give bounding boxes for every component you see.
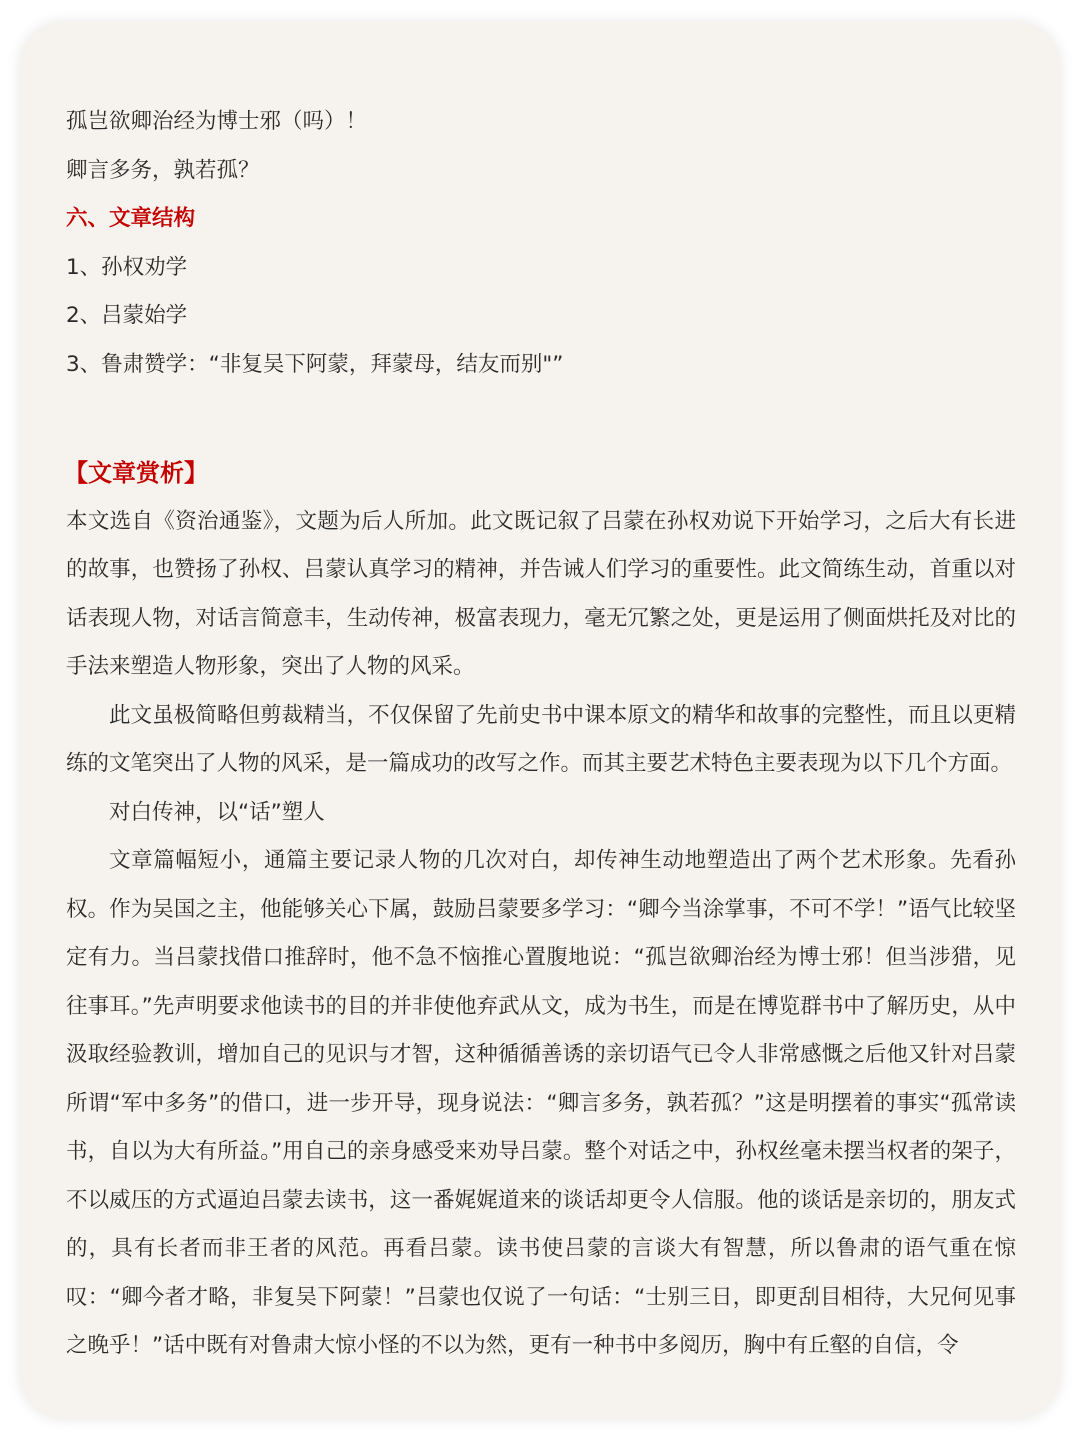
structure-heading: 六、文章结构 xyxy=(66,206,196,231)
structure-item: 3、鲁肃赞学：“非复吴下阿蒙，拜蒙母，结友而别"” xyxy=(66,351,564,377)
paragraph: 文章篇幅短小，通篇主要记录人物的几次对白，却传神生动地塑造出了两个艺术形象。先看孙权。作为吴国之主，他能够关心下属，鼓励吕蒙要多学习：“卿今当涂掌事，不可不学！”语气比较坚定有力。当吕蒙找借口推辞时，他不急不恼推心置腹地说：“孤岂欲卿治经为博士邪！但当涉猎，见往事耳。”先声明要求他读书的目的并非使他弃武从文，成为书生，而是在博览群书中了解历史，从中汲取经验教训，增加自己的见识与才智，这种循循善诱的亲切语气已令人非常感慨之后他又针对吕蒙所谓“军中多务”的借口，进一步开导，现身说法：“卿言多务，孰若孤？”这是明摆着的事实“孤常读书，自以为大有所益。”用自己的亲身感受来劝导吕蒙。整个对话之中，孙权丝毫未摆当权者的架子，不以威压的方式逼迫吕蒙去读书，这一番娓娓道来的谈话却更令人信服。他的谈话是亲切的，朋友式的，具有长者而非王者的风范。再看吕蒙。读书使吕蒙的言谈大有智慧，所以鲁肃的语气重在惊叹：“卿今者才略，非复吴下阿蒙！”吕蒙也仅说了一句话：“士别三日，即更刮目相待，大兄何见事之晚乎！”话中既有对鲁肃大惊小怪的不以为然，更有一种书中多阅历，胸中有丘壑的自信，令 xyxy=(66,848,1016,1358)
subheading: 对白传神，以“话”塑人 xyxy=(109,799,325,825)
document-card xyxy=(20,22,1060,1419)
document-content xyxy=(66,98,1016,1371)
paragraph: 本文选自《资治通鉴》，文题为后人所加。此文既记叙了吕蒙在孙权劝说下开始学习，之后大有长进的故事，也赞扬了孙权、吕蒙认真学习的精神，并告诫人们学习的重要性。此文简练生动，首重以对话表现人物，对话言简意丰，生动传神，极富表现力，毫无冗繁之处，更是运用了侧面烘托及对比的手法来塑造人物形象，突出了人物的风采。 xyxy=(66,508,1016,679)
paragraph: 此文虽极简略但剪裁精当，不仅保留了先前史书中课本原文的精华和故事的完整性，而且以更精练的文笔突出了人物的风采，是一篇成功的改写之作。而其主要艺术特色主要表现为以下几个方面。 xyxy=(66,702,1016,776)
spacer xyxy=(66,389,1016,449)
text-line: 孤岂欲卿治经为博士邪（吗）！ xyxy=(66,109,368,134)
structure-item: 1、孙权劝学 xyxy=(66,254,188,280)
text-line: 卿言多务，孰若孤？ xyxy=(66,157,260,183)
structure-item: 2、吕蒙始学 xyxy=(66,303,188,328)
appreciation-title: 【文章赏析】 xyxy=(64,459,208,487)
